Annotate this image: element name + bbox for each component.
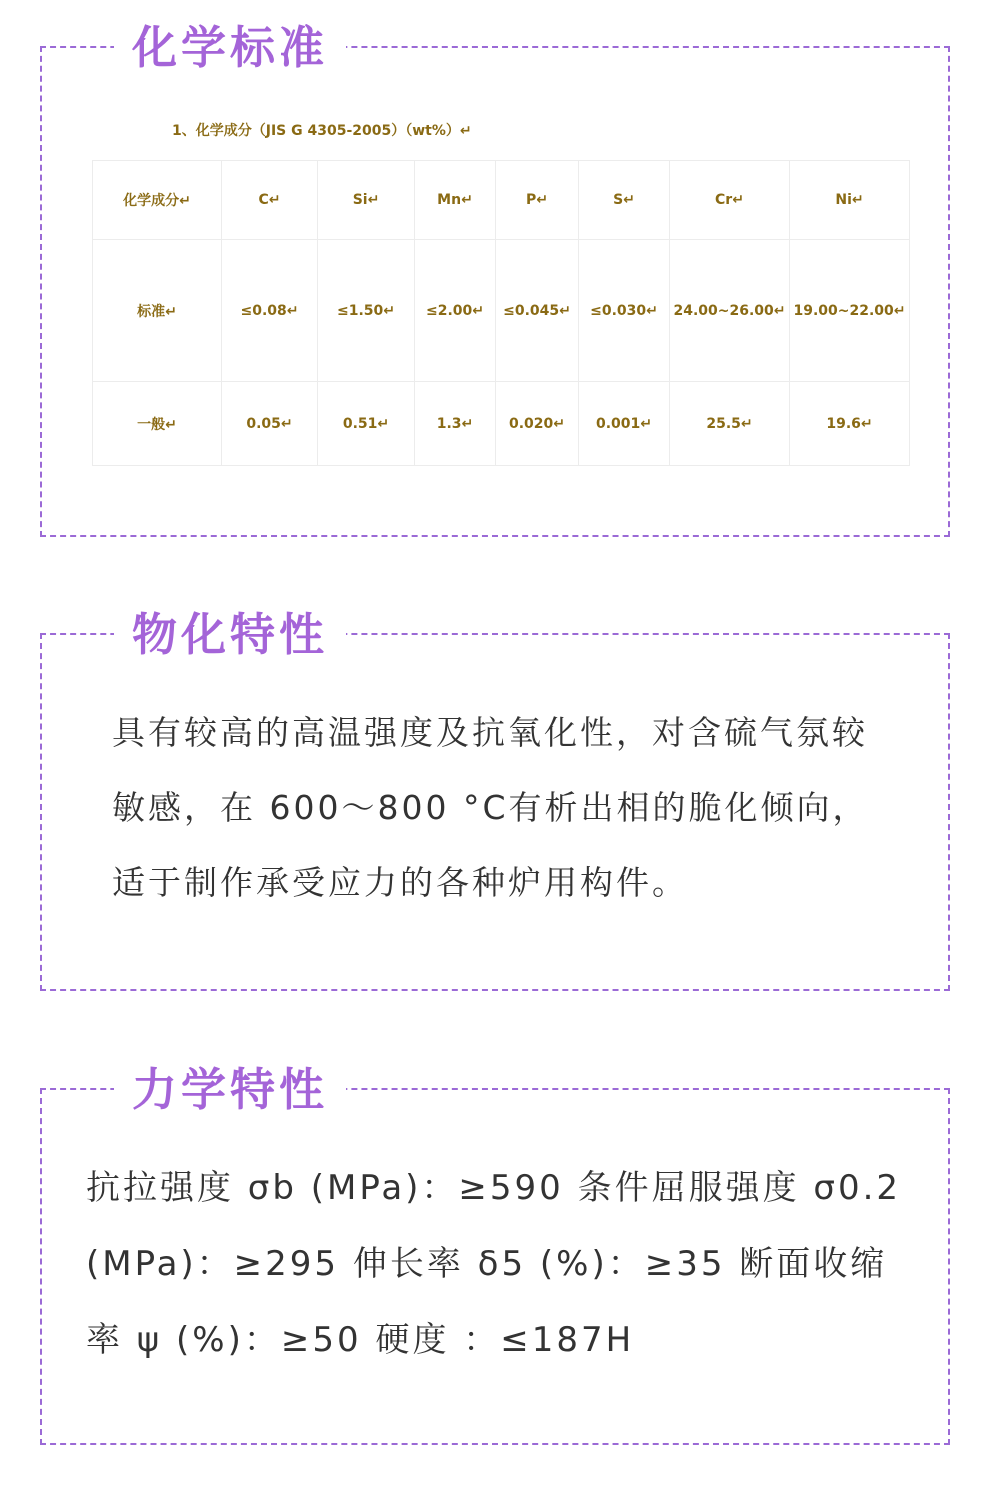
physical-properties-title: 物化特性 [114, 607, 346, 663]
chemical-standard-title: 化学标准 [114, 20, 346, 76]
physical-properties-text: 具有较高的高温强度及抗氧化性，对含硫气氛较敏感，在 600～800 °C有析出相的脆化倾向，适于制作承受应力的各种炉用构件。 [112, 713, 869, 902]
table-cell: 25.5↵ [670, 382, 790, 466]
chemical-standard-section [40, 21, 950, 537]
header-cell-si: Si↵ [318, 161, 415, 240]
mechanical-properties-section [40, 1063, 950, 1445]
table-cell: ≤1.50↵ [318, 240, 415, 382]
table-cell: ≤0.08↵ [222, 240, 318, 382]
table-cell: 0.05↵ [222, 382, 318, 466]
table-header-row [93, 161, 910, 240]
physical-properties-section [40, 608, 950, 991]
table-cell: 0.51↵ [318, 382, 415, 466]
header-cell-cr: Cr↵ [670, 161, 790, 240]
table-cell: ≤0.045↵ [496, 240, 579, 382]
table-caption: 1、化学成分（JIS G 4305-2005）（wt%）↵ [172, 123, 472, 139]
table-cell: 24.00~26.00↵ [670, 240, 790, 382]
header-cell-c: C↵ [222, 161, 318, 240]
table-cell: ≤2.00↵ [415, 240, 496, 382]
chemical-composition-table [92, 160, 910, 466]
table-cell: ≤0.030↵ [579, 240, 670, 382]
table-cell: 19.00~22.00↵ [790, 240, 910, 382]
header-cell-composition: 化学成分↵ [93, 161, 222, 240]
table-cell: 19.6↵ [790, 382, 910, 466]
header-cell-p: P↵ [496, 161, 579, 240]
header-cell-ni: Ni↵ [790, 161, 910, 240]
table-row-standard [93, 240, 910, 382]
mechanical-properties-title: 力学特性 [114, 1062, 346, 1118]
header-cell-mn: Mn↵ [415, 161, 496, 240]
table-cell: 标准↵ [93, 240, 222, 382]
table-cell: 一般↵ [93, 382, 222, 466]
table-cell: 0.020↵ [496, 382, 579, 466]
mechanical-properties-text: 抗拉强度 σb (MPa)：≥590 条件屈服强度 σ0.2 (MPa)：≥295 伸长率 δ5 (%)：≥35 断面收缩率 ψ (%)：≥50 硬度 ：≤187H [86, 1168, 902, 1360]
header-cell-s: S↵ [579, 161, 670, 240]
table-row-typical [93, 382, 910, 466]
table-cell: 1.3↵ [415, 382, 496, 466]
table-cell: 0.001↵ [579, 382, 670, 466]
